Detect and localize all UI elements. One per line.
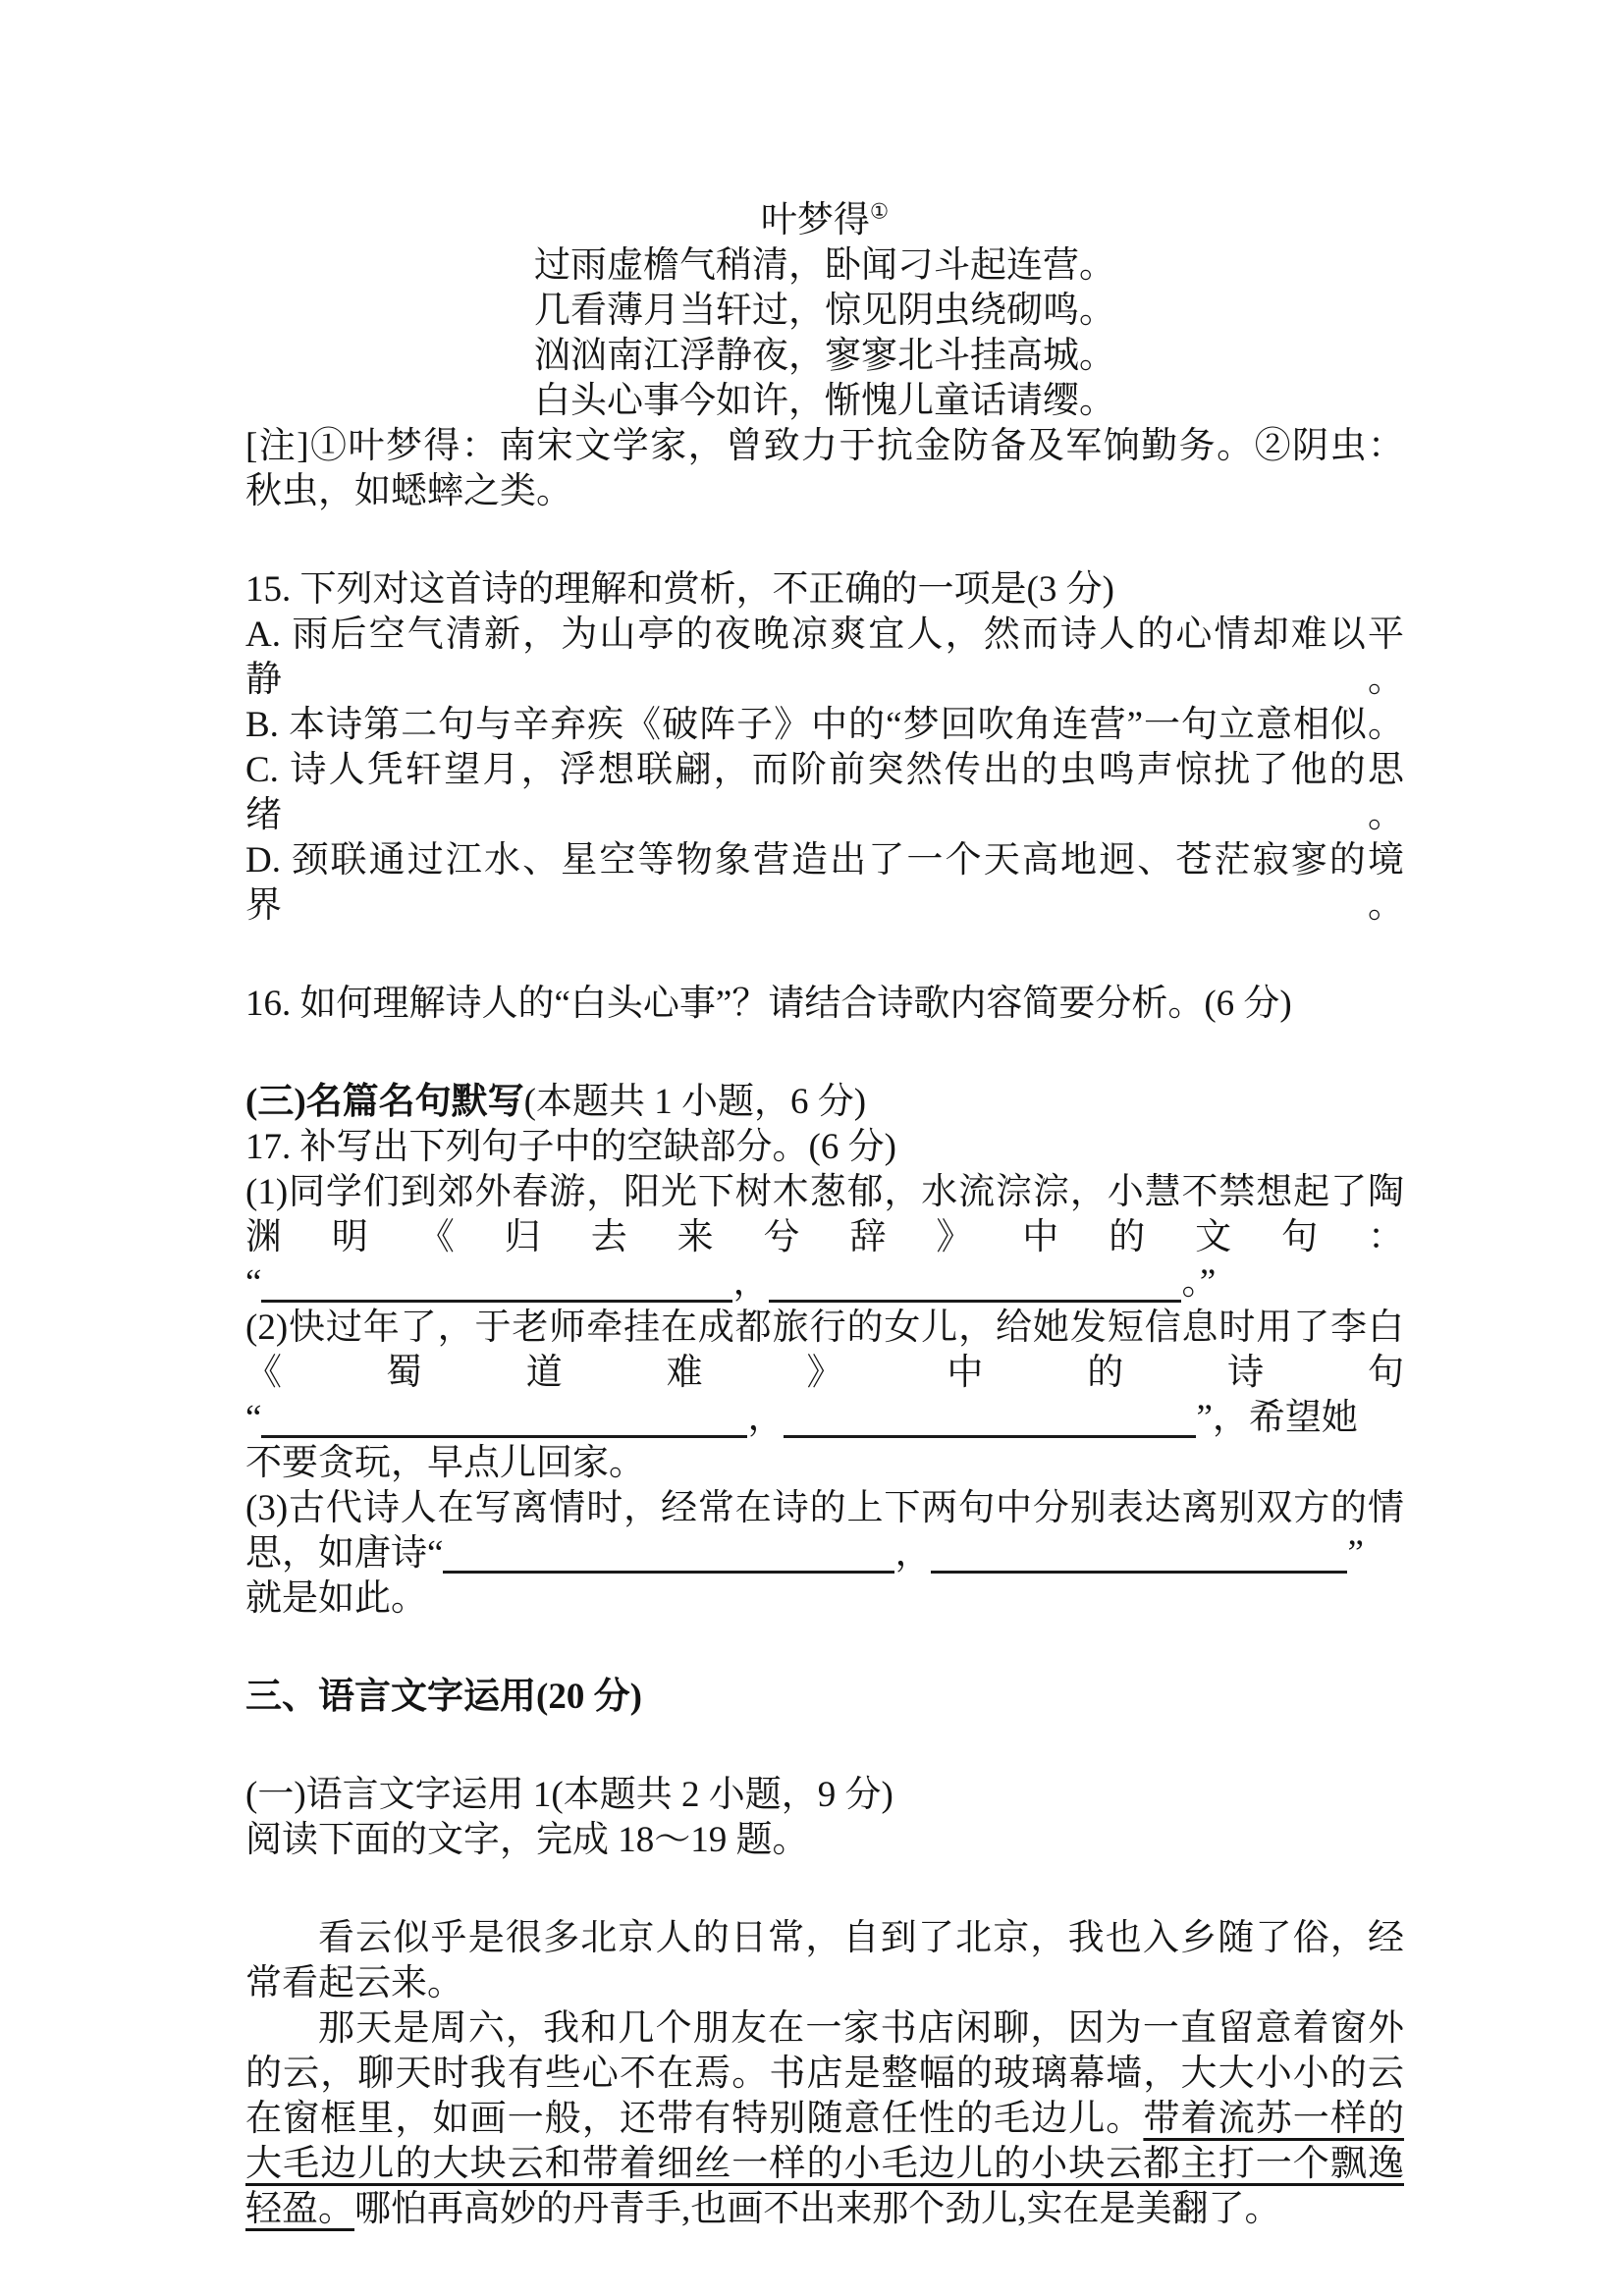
answer-blank bbox=[769, 1294, 1181, 1303]
poem-author-line bbox=[245, 198, 1404, 243]
question-16-stem: 16. 如何理解诗人的“白头心事”？请结合诗歌内容简要分析。(6 分) bbox=[245, 984, 1292, 1024]
question-17-stem: 17. 补写出下列句子中的空缺部分。(6 分) bbox=[245, 1127, 896, 1167]
q17-part3-line-3: 就是如此。 bbox=[245, 1578, 427, 1619]
poem-line-4: 白头心事今如许，惭愧儿童话请缨。 bbox=[534, 381, 1115, 421]
reading-instruction: 阅读下面的文字，完成 18～19 题。 bbox=[245, 1820, 809, 1860]
question-15-stem: 15. 下列对这首诗的理解和赏析，不正确的一项是(3 分) bbox=[245, 569, 1114, 610]
passage-para2-line-2: 的云，聊天时我有些心不在焉。书店是整幅的玻璃幕墙，大大小小的云 bbox=[245, 2054, 1404, 2094]
quote-close: 。” bbox=[1181, 1262, 1217, 1303]
section-3-heading-bold: (三)名篇名句默写 bbox=[245, 1082, 524, 1122]
passage-para2-line-1: 那天是周六，我和几个朋友在一家书店闲聊，因为一直留意着窗外 bbox=[318, 2008, 1404, 2049]
answer-blank bbox=[261, 1294, 732, 1303]
question-15-option-d: D. 颈联通过江水、星空等物象营造出了一个天高地迥、苍茫寂寥的境界。 bbox=[245, 840, 1404, 926]
poem-line-1: 过雨虚檐气稍清，卧闻刁斗起连营。 bbox=[534, 245, 1115, 286]
answer-blank bbox=[931, 1565, 1347, 1574]
q17-part3-line-1: (3)古代诗人在写离情时，经常在诗的上下两句中分别表达离别双方的情 bbox=[245, 1488, 1404, 1528]
answer-blank bbox=[261, 1429, 747, 1438]
blank-comma: ， bbox=[894, 1533, 932, 1574]
blank-comma: ， bbox=[732, 1262, 770, 1303]
q17-part1-answer-line bbox=[245, 1260, 1404, 1306]
quote-close-tail: ”，希望她 bbox=[1196, 1398, 1358, 1438]
q17-part2-answer-line bbox=[245, 1396, 1404, 1441]
question-15-option-b: B. 本诗第二句与辛弃疾《破阵子》中的“梦回吹角连营”一句立意相似。 bbox=[245, 705, 1404, 745]
underlined-passage-text: 轻盈。 bbox=[245, 2189, 354, 2229]
q17-part3-answer-line bbox=[245, 1531, 1404, 1576]
q17-part1-line-1: (1)同学们到郊外春游，阳光下树木葱郁，水流淙淙，小慧不禁想起了陶 bbox=[245, 1172, 1404, 1212]
poem-footnote-line-1: [注]①叶梦得：南宋文学家，曾致力于抗金防备及军饷勤务。②阴虫： bbox=[245, 426, 1404, 466]
section-3-heading-meta: (本题共 1 小题，6 分) bbox=[523, 1082, 867, 1122]
blank-comma: ， bbox=[747, 1398, 785, 1438]
passage-text: 在窗框里，如画一般，还带有特别随意任性的毛边儿。 bbox=[245, 2099, 1144, 2139]
section-3-heading bbox=[245, 1080, 1404, 1125]
question-15-option-a: A. 雨后空气清新，为山亭的夜晚凉爽宜人，然而诗人的心情却难以平静。 bbox=[245, 614, 1404, 700]
poem-author: 叶梦得 bbox=[760, 200, 870, 240]
q17-part1-line-2: 渊明《归去来兮辞》中的文句： bbox=[245, 1217, 1404, 1257]
q17-part2-line-2: 《蜀道难》中的诗句 bbox=[245, 1353, 1404, 1393]
passage-para1-line-1: 看云似乎是很多北京人的日常，自到了北京，我也入乡随了俗，经 bbox=[318, 1918, 1404, 1958]
section-lang-subheading: (一)语言文字运用 1(本题共 2 小题，9 分) bbox=[245, 1775, 893, 1815]
answer-line-prefix: 思，如唐诗“ bbox=[245, 1533, 444, 1574]
underlined-passage-text: 带着流苏一样的 bbox=[1143, 2099, 1405, 2139]
poem-line-2: 几看薄月当轩过，惊见阴虫绕砌鸣。 bbox=[534, 291, 1115, 331]
quote-open: “ bbox=[245, 1262, 262, 1303]
passage-para2-line-3 bbox=[245, 2097, 1404, 2142]
q17-part2-line-4: 不要贪玩，早点儿回家。 bbox=[245, 1443, 645, 1483]
poem-line-3: 汹汹南江浮静夜，寥寥北斗挂高城。 bbox=[534, 336, 1115, 376]
answer-blank bbox=[784, 1429, 1196, 1438]
passage-text: 哪怕再高妙的丹青手,也画不出来那个劲儿,实在是美翻了。 bbox=[354, 2189, 1281, 2229]
q17-part2-line-1: (2)快过年了，于老师牵挂在成都旅行的女儿，给她发短信息时用了李白 bbox=[245, 1308, 1404, 1348]
passage-para1-line-2: 常看起云来。 bbox=[245, 1963, 463, 2003]
question-15-option-c: C. 诗人凭轩望月，浮想联翩，而阶前突然传出的虫鸣声惊扰了他的思绪。 bbox=[245, 750, 1404, 835]
poem-footnote-line-2: 秋虫，如蟋蟀之类。 bbox=[245, 471, 572, 511]
answer-blank bbox=[443, 1565, 894, 1574]
underlined-passage-text: 大毛边儿的大块云和带着细丝一样的小毛边儿的小块云都主打一个飘逸 bbox=[245, 2144, 1404, 2184]
passage-para2-line-4 bbox=[245, 2142, 1404, 2187]
passage-para2-line-5 bbox=[245, 2187, 1404, 2232]
poem-author-note-ref: ① bbox=[869, 199, 890, 224]
quote-close: ” bbox=[1347, 1533, 1364, 1574]
quote-open: “ bbox=[245, 1398, 262, 1438]
section-lang-heading: 三、语言文字运用(20 分) bbox=[245, 1677, 642, 1717]
